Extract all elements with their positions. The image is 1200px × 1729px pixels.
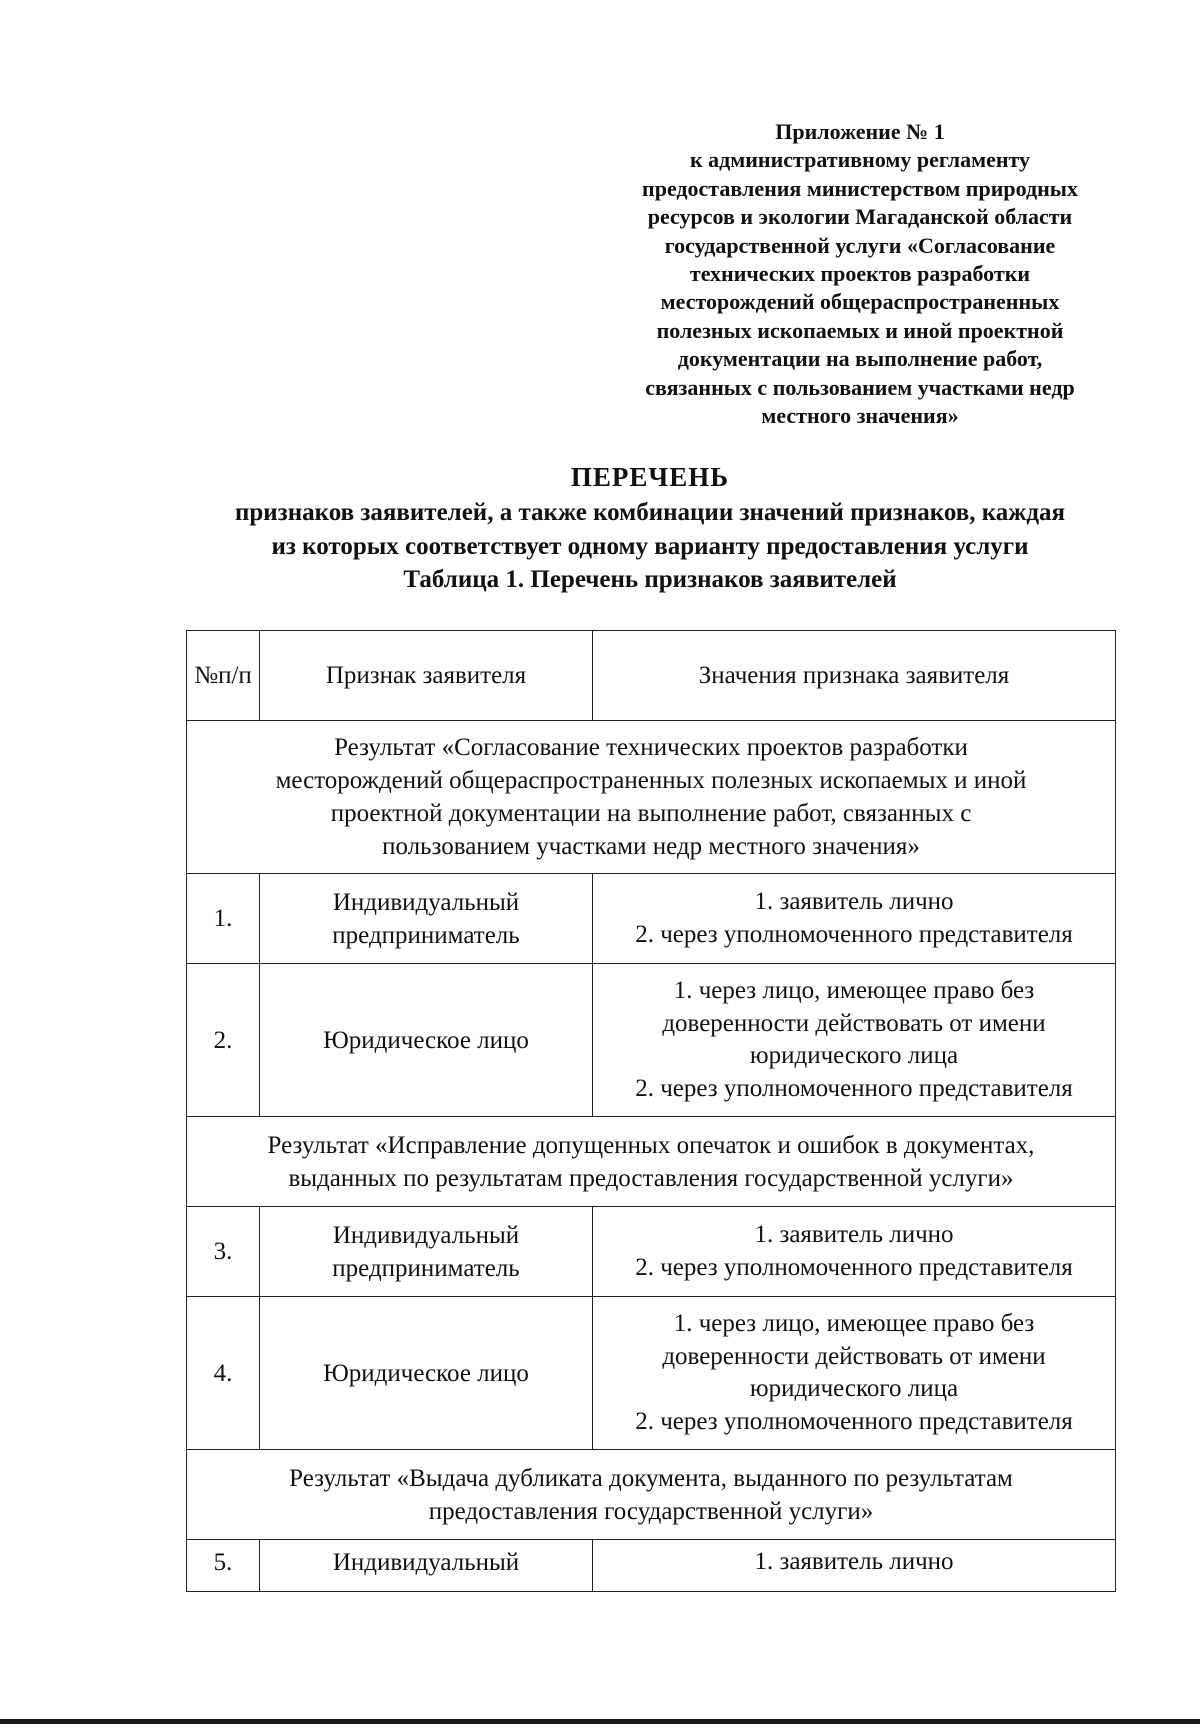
value-line: 1. заявитель лично	[754, 888, 954, 915]
appendix-line: документации на выполнение работ,	[677, 346, 1043, 372]
criterion-line: Индивидуальный	[332, 1549, 520, 1576]
result-text-line: Результат «Согласование технических проектов разработки	[334, 734, 968, 761]
result-heading	[187, 1450, 1116, 1540]
table-header-row	[187, 631, 1116, 721]
appendix-line: предоставления министерством природных	[642, 175, 1078, 201]
appendix-line: ресурсов и экологии Магаданской области	[647, 204, 1073, 230]
value-line: юридического лица	[749, 1042, 959, 1069]
row-number: 3.	[187, 1207, 260, 1297]
document-subtitle-line-2: из которых соответствует одному варианту предоставления услуги	[271, 533, 1029, 560]
value-line: 1. заявитель лично	[754, 1221, 954, 1248]
value-line: юридического лица	[749, 1375, 959, 1402]
criterion-line: Индивидуальный	[332, 888, 520, 916]
row-criterion	[260, 1207, 593, 1297]
value-line: 2. через уполномоченного представителя	[635, 1253, 1073, 1281]
header-number	[187, 631, 260, 721]
row-number: 5.	[187, 1540, 260, 1592]
row-criterion	[260, 1540, 593, 1592]
appendix-line: технических проектов разработки	[689, 261, 1031, 287]
table-row	[187, 1207, 1116, 1297]
result-text-line: выданных по результатам предоставления государственной услуги»	[288, 1164, 1014, 1192]
value-line: доверенности действовать от имени	[662, 1342, 1046, 1370]
row-number: 1.	[187, 874, 260, 964]
value-line: 2. через уполномоченного представителя	[635, 920, 1073, 948]
criterion-line: предприниматель	[332, 921, 520, 949]
criterion-line: Юридическое лицо	[323, 1359, 529, 1387]
row-values	[593, 874, 1116, 964]
result-heading	[187, 721, 1116, 874]
criterion-line: Индивидуальный	[332, 1221, 520, 1249]
row-criterion	[260, 1297, 593, 1450]
appendix-line: к административному регламенту	[689, 147, 1031, 173]
document-title: ПЕРЕЧЕНЬ	[570, 462, 730, 492]
appendix-line: связанных с пользованием участками недр	[645, 374, 1075, 400]
row-values	[593, 1540, 1116, 1592]
applicant-criteria-table	[186, 630, 1116, 1592]
criterion-line: предприниматель	[332, 1254, 520, 1282]
result-text-line: месторождений общераспространенных полезных ископаемых и иной	[275, 767, 1027, 794]
result-text-line: проектной документации на выполнение работ, связанных с	[330, 800, 972, 827]
row-values	[593, 964, 1116, 1117]
result-text-line: Результат «Выдача дубликата документа, выданного по результатам	[289, 1464, 1013, 1492]
appendix-reference	[590, 118, 1130, 430]
result-text-line: предоставления государственной услуги»	[428, 1497, 874, 1525]
result-heading	[187, 1117, 1116, 1207]
value-line: 2. через уполномоченного представителя	[635, 1074, 1073, 1102]
header-values: Значения признака заявителя	[593, 631, 1116, 721]
value-line: доверенности действовать от имени	[662, 1009, 1046, 1037]
header-criterion: Признак заявителя	[260, 631, 593, 721]
result-text-line: пользованием участками недр местного значения»	[382, 833, 920, 860]
appendix-line: местного значения»	[761, 403, 959, 429]
appendix-line: месторождений общераспространенных	[660, 289, 1060, 315]
appendix-line: полезных ископаемых и иной проектной	[656, 317, 1064, 343]
appendix-title: Приложение № 1	[775, 119, 945, 144]
value-line: 2. через уполномоченного представителя	[635, 1407, 1073, 1435]
table-row	[187, 1297, 1116, 1450]
row-number: 4.	[187, 1297, 260, 1450]
criterion-line: Юридическое лицо	[323, 1026, 529, 1054]
table-row	[187, 1540, 1116, 1592]
header-number-sign: №	[194, 662, 219, 689]
header-number-abbr: п/п	[218, 662, 252, 689]
table-row	[187, 874, 1116, 964]
result-row-duplicate	[187, 1450, 1116, 1540]
table-row	[187, 964, 1116, 1117]
document-subtitle-line-1: признаков заявителей, а также комбинации значений признаков, каждая	[234, 499, 1066, 526]
value-line: 1. заявитель лично	[754, 1548, 954, 1575]
row-criterion	[260, 964, 593, 1117]
row-number: 2.	[187, 964, 260, 1117]
row-values	[593, 1297, 1116, 1450]
value-line: 1. через лицо, имеющее право без	[673, 977, 1035, 1004]
row-criterion	[260, 874, 593, 964]
scan-bottom-edge	[0, 1719, 1200, 1724]
value-line: 1. через лицо, имеющее право без	[673, 1310, 1035, 1337]
appendix-line: государственной услуги «Согласование	[664, 232, 1056, 258]
table-caption: Таблица 1. Перечень признаков заявителей	[403, 566, 897, 593]
result-row-approval	[187, 721, 1116, 874]
result-text-line: Результат «Исправление допущенных опечаток и ошибок в документах,	[267, 1131, 1035, 1159]
result-row-corrections	[187, 1117, 1116, 1207]
row-values	[593, 1207, 1116, 1297]
